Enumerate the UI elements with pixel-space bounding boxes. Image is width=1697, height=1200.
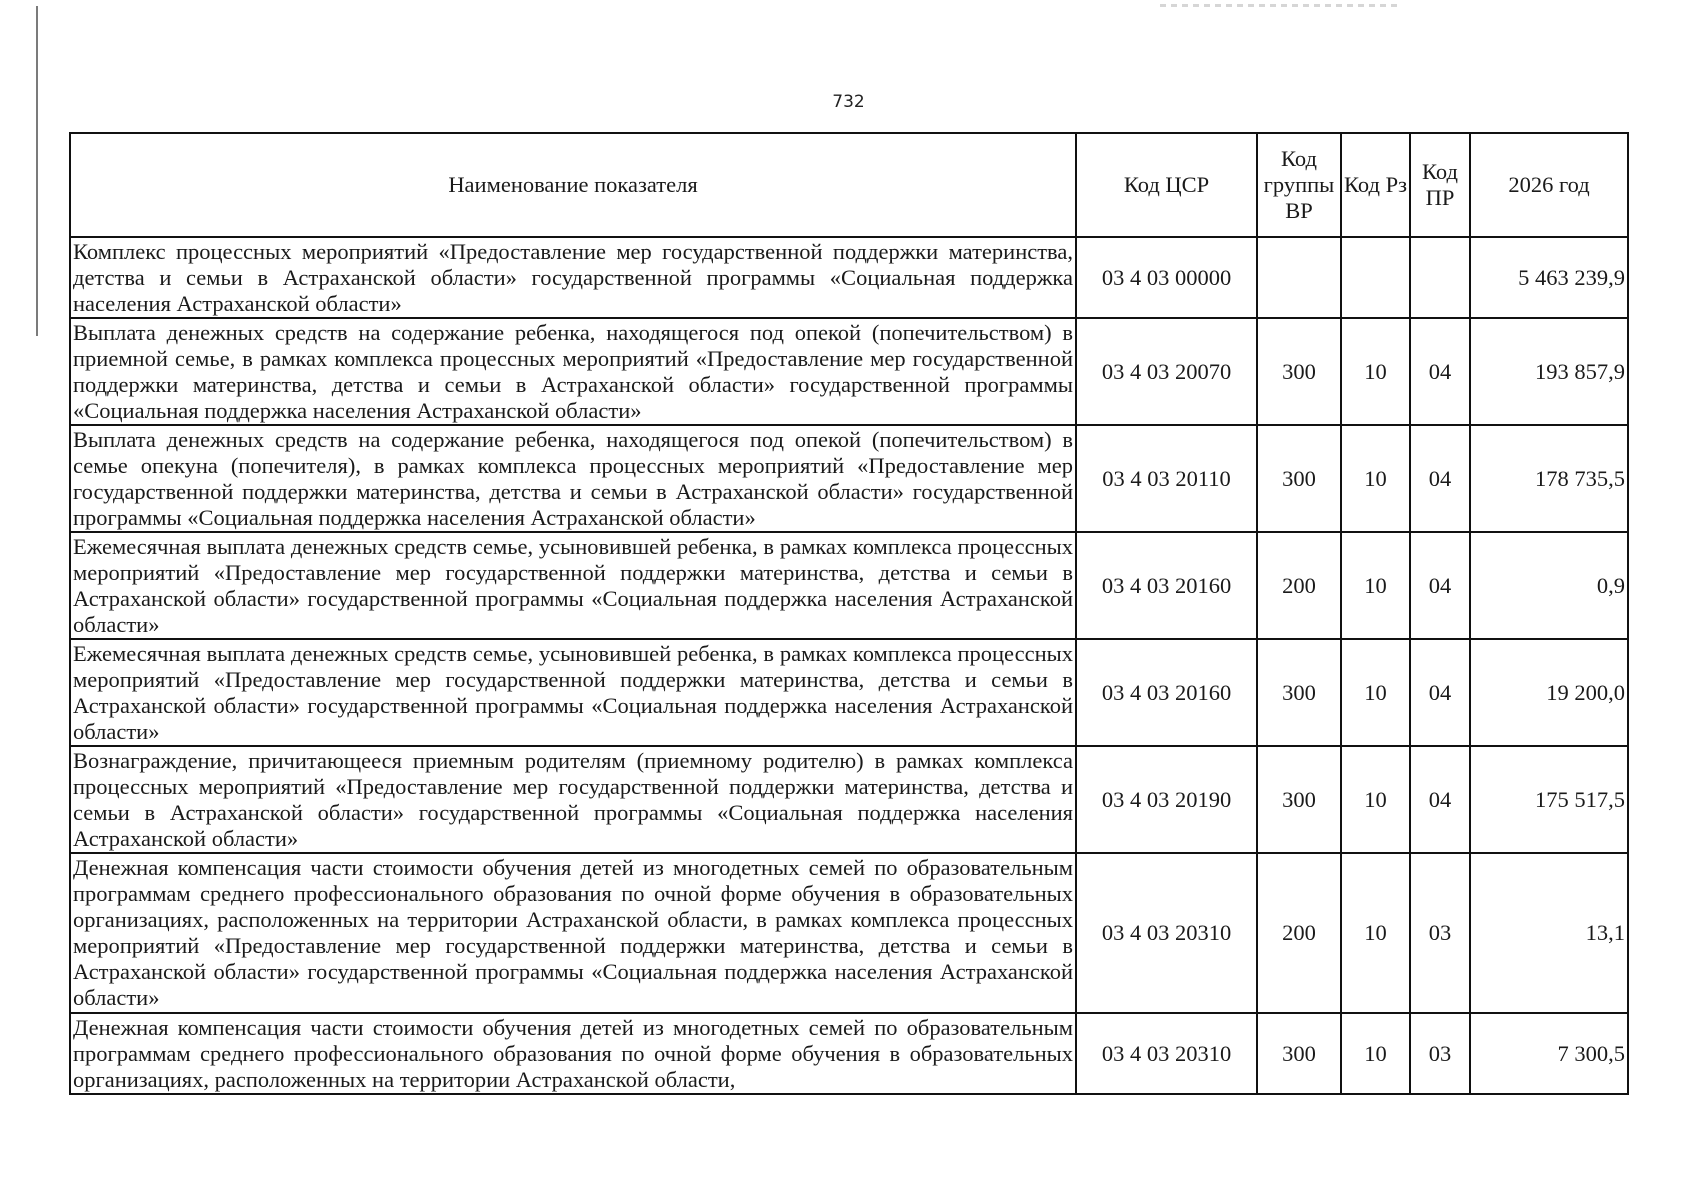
page-number: 732 <box>832 92 865 112</box>
row-amount: 13,1 <box>1470 853 1628 1013</box>
row-rz: 10 <box>1341 318 1410 425</box>
row-vr: 300 <box>1257 639 1341 746</box>
row-name: Комплекс процессных мероприятий «Предоставление мер государственной поддержки материнства, детства и семьи в Астраханской области» государственной программы «Социальная поддержка населения Астраханской области» <box>70 237 1076 318</box>
row-name: Вознаграждение, причитающееся приемным родителям (приемному родителю) в рамках комплекса процессных мероприятий «Предоставление мер государственной поддержки материнства, детства и семьи в Астраханской области» государственной программы «Социальная поддержка населения Астраханской области» <box>70 746 1076 853</box>
row-csr: 03 4 03 00000 <box>1076 237 1257 318</box>
row-name: Ежемесячная выплата денежных средств семье, усыновившей ребенка, в рамках комплекса процессных мероприятий «Предоставление мер государственной поддержки материнства, детства и семьи в Астраханской области» государственной программы «Социальная поддержка населения Астраханской области» <box>70 532 1076 639</box>
header-pr: Код ПР <box>1410 133 1470 237</box>
row-pr: 03 <box>1410 1013 1470 1094</box>
row-csr: 03 4 03 20160 <box>1076 639 1257 746</box>
row-name: Денежная компенсация части стоимости обучения детей из многодетных семей по образовательным программам среднего профессионального образования по очной форме обучения в образовательных организациях, расположенных на территории Астраханской области, в рамках комплекса процессных мероприятий «Предоставление мер государственной поддержки материнства, детства и семьи в Астраханской области» государственной программы «Социальная поддержка населения Астраханской области» <box>70 853 1076 1013</box>
scan-artifact <box>1160 4 1400 7</box>
header-rz: Код Рз <box>1341 133 1410 237</box>
row-pr: 04 <box>1410 532 1470 639</box>
row-csr: 03 4 03 20160 <box>1076 532 1257 639</box>
row-name: Денежная компенсация части стоимости обучения детей из многодетных семей по образовательным программам среднего профессионального образования по очной форме обучения в образовательных организациях, расположенных на территории Астраханской области, <box>70 1013 1076 1094</box>
row-pr: 04 <box>1410 318 1470 425</box>
row-vr <box>1257 237 1341 318</box>
scan-edge-line <box>36 6 38 336</box>
row-rz: 10 <box>1341 532 1410 639</box>
row-rz <box>1341 237 1410 318</box>
table-row <box>70 532 1628 639</box>
row-rz: 10 <box>1341 853 1410 1013</box>
row-pr: 04 <box>1410 639 1470 746</box>
row-rz: 10 <box>1341 1013 1410 1094</box>
row-amount: 7 300,5 <box>1470 1013 1628 1094</box>
table-row <box>70 425 1628 532</box>
row-vr: 300 <box>1257 746 1341 853</box>
row-amount: 178 735,5 <box>1470 425 1628 532</box>
table-row <box>70 237 1628 318</box>
row-name: Выплата денежных средств на содержание ребенка, находящегося под опекой (попечительством) в приемной семье, в рамках комплекса процессных мероприятий «Предоставление мер государственной поддержки материнства, детства и семьи в Астраханской области» государственной программы «Социальная поддержка населения Астраханской области» <box>70 318 1076 425</box>
header-csr: Код ЦСР <box>1076 133 1257 237</box>
table-header-row <box>70 133 1628 237</box>
row-csr: 03 4 03 20310 <box>1076 1013 1257 1094</box>
row-pr: 03 <box>1410 853 1470 1013</box>
row-rz: 10 <box>1341 425 1410 532</box>
row-amount: 5 463 239,9 <box>1470 237 1628 318</box>
header-amount: 2026 год <box>1470 133 1628 237</box>
row-csr: 03 4 03 20310 <box>1076 853 1257 1013</box>
row-vr: 300 <box>1257 318 1341 425</box>
row-amount: 193 857,9 <box>1470 318 1628 425</box>
row-name: Выплата денежных средств на содержание ребенка, находящегося под опекой (попечительством) в семье опекуна (попечителя), в рамках комплекса процессных мероприятий «Предоставление мер государственной поддержки материнства, детства и семьи в Астраханской области» государственной программы «Социальная поддержка населения Астраханской области» <box>70 425 1076 532</box>
row-pr <box>1410 237 1470 318</box>
row-rz: 10 <box>1341 639 1410 746</box>
row-pr: 04 <box>1410 746 1470 853</box>
table-row <box>70 1013 1628 1094</box>
table-row <box>70 639 1628 746</box>
row-amount: 0,9 <box>1470 532 1628 639</box>
row-vr: 300 <box>1257 1013 1341 1094</box>
table-row <box>70 746 1628 853</box>
row-csr: 03 4 03 20070 <box>1076 318 1257 425</box>
row-rz: 10 <box>1341 746 1410 853</box>
row-csr: 03 4 03 20110 <box>1076 425 1257 532</box>
row-csr: 03 4 03 20190 <box>1076 746 1257 853</box>
row-vr: 200 <box>1257 532 1341 639</box>
table-row <box>70 318 1628 425</box>
header-name: Наименование показателя <box>70 133 1076 237</box>
table-row <box>70 853 1628 1013</box>
row-vr: 300 <box>1257 425 1341 532</box>
row-amount: 19 200,0 <box>1470 639 1628 746</box>
row-pr: 04 <box>1410 425 1470 532</box>
row-vr: 200 <box>1257 853 1341 1013</box>
row-name: Ежемесячная выплата денежных средств семье, усыновившей ребенка, в рамках комплекса процессных мероприятий «Предоставление мер государственной поддержки материнства, детства и семьи в Астраханской области» государственной программы «Социальная поддержка населения Астраханской области» <box>70 639 1076 746</box>
header-vr: Код группы ВР <box>1257 133 1341 237</box>
budget-table <box>69 132 1629 1095</box>
row-amount: 175 517,5 <box>1470 746 1628 853</box>
